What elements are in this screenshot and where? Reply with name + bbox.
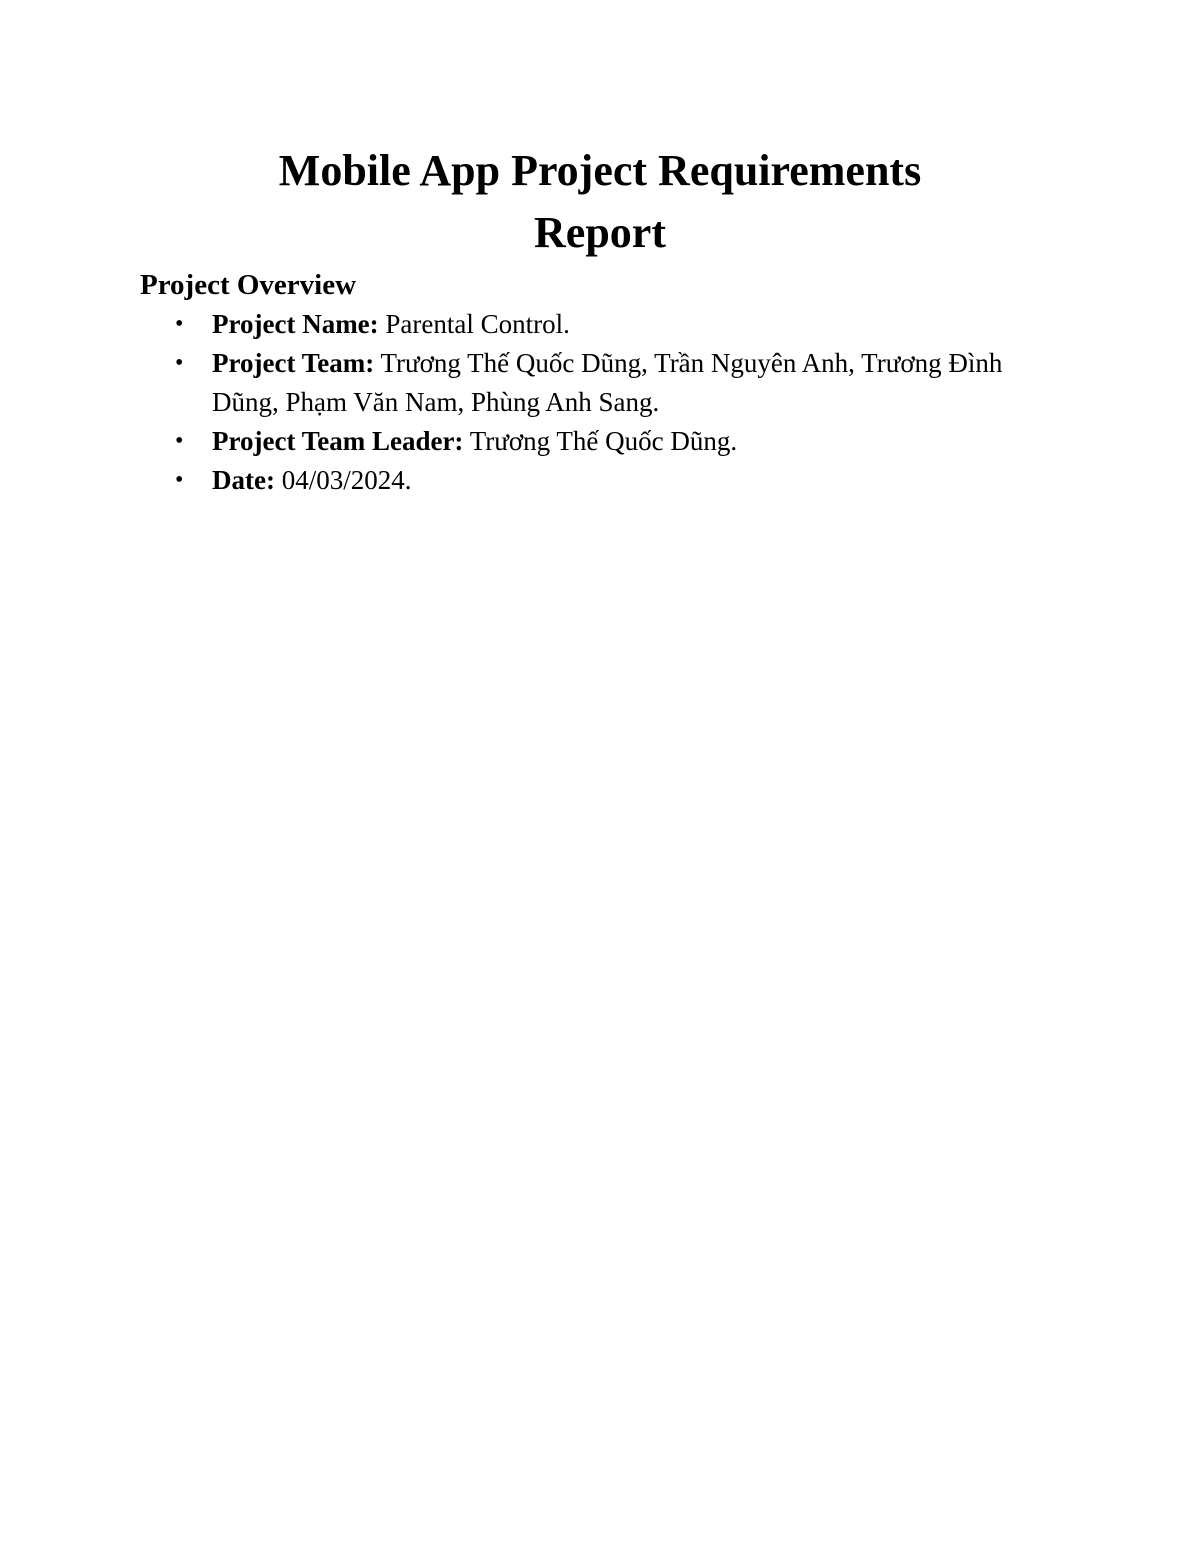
list-item-project-team-leader	[175, 422, 1042, 461]
bullet-icon: •	[175, 467, 184, 493]
item-value: Parental Control.	[385, 309, 570, 339]
list-item-project-team	[175, 344, 1042, 422]
item-label: Project Team Leader:	[212, 426, 464, 456]
list-item-project-name	[175, 305, 1042, 344]
list-item-date	[175, 461, 1042, 500]
title-line-2: Report	[534, 208, 666, 257]
section-heading-project-overview: Project Overview	[140, 269, 357, 301]
item-value: Trương Thế Quốc Dũng.	[469, 426, 738, 456]
item-label: Date:	[212, 465, 275, 495]
bullet-icon: •	[175, 350, 184, 376]
item-label: Project Team:	[212, 348, 375, 378]
document-title	[140, 140, 1060, 264]
bullet-icon: •	[175, 311, 184, 337]
item-value: Trương Thế Quốc Dũng, Trần Nguyên Anh, Trương Đình Dũng, Phạm Văn Nam, Phùng Anh Sang.	[212, 348, 1003, 417]
bullet-icon: •	[175, 428, 184, 454]
project-overview-list	[175, 305, 1042, 500]
title-line-1: Mobile App Project Requirements	[278, 146, 922, 195]
item-label: Project Name:	[212, 309, 379, 339]
item-value: 04/03/2024.	[281, 465, 412, 495]
